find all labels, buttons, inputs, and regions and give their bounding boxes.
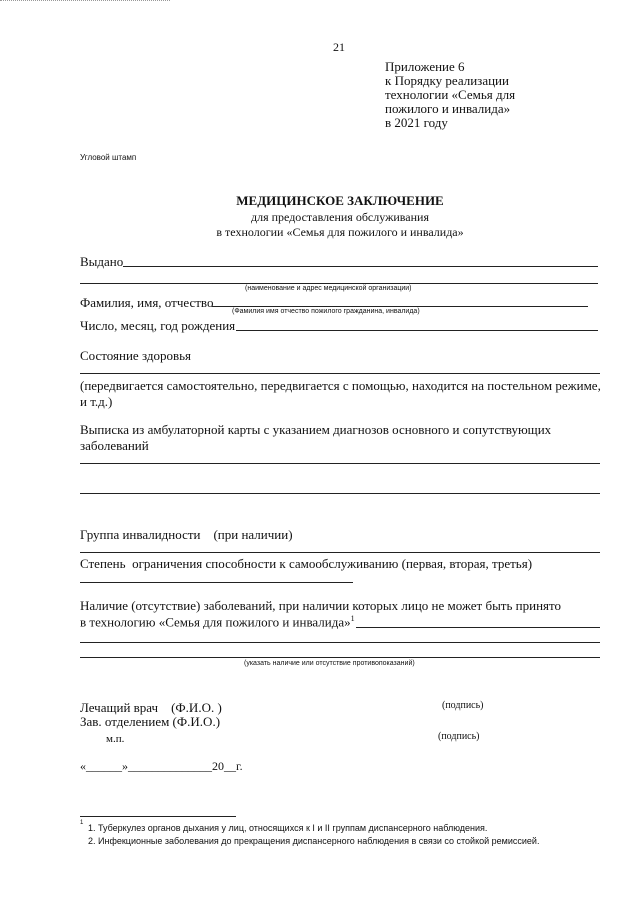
fio-hint: (Фамилия имя отчество пожилого гражданина, инвалида) [232,308,420,315]
appendix-line: Приложение 6 [385,59,465,74]
contra-hint: (указать наличие или отсутствие противопоказаний) [244,660,415,667]
health-label: Состояние здоровья [80,348,192,363]
fio-field-line[interactable] [212,306,588,307]
appendix-line: технологии «Семья для [385,87,516,102]
footnote-item: 2. Инфекционные заболевания до прекращения диспансерного наблюдения в связи со стойкой ремиссией. [88,836,540,846]
extract-label: заболеваний [80,438,149,453]
birth-field-line[interactable] [236,330,598,331]
birth-label: Число, месяц, год рождения [80,318,236,333]
contra-label-text: в технологию «Семья для пожилого и инвалида» [80,614,351,630]
health-note: и т.д.) [80,394,113,409]
date-field[interactable]: «______»______________20__г. [80,759,243,773]
head-label: Зав. отделением (Ф.И.О.) [80,714,221,729]
document-title: МЕДИЦИНСКОЕ ЗАКЛЮЧЕНИЕ [236,193,444,208]
extract-label: Выписка из амбулаторной карты с указанием диагнозов основного и сопутствующих [80,422,552,437]
appendix-line: пожилого и инвалида» [385,101,511,116]
footnote-mark: 1 [80,820,84,826]
extract-field-line-2[interactable] [80,493,600,494]
issued-field-line[interactable] [123,266,598,267]
top-scan-mark [0,0,170,3]
page-number: 21 [333,40,345,54]
contra-field-line-3[interactable] [80,657,600,658]
appendix-line: к Порядку реализации [385,73,509,88]
disability-label: Группа инвалидности (при наличии) [80,527,293,542]
footnote-item: 1. Туберкулез органов дыхания у лиц, относящихся к I и II группам диспансерного наблюдения. [88,823,488,833]
health-field-line[interactable] [80,373,600,374]
footnote-divider [80,816,236,817]
disability-field-line[interactable] [80,552,600,553]
contra-field-line-2[interactable] [80,642,600,643]
appendix-line: в 2021 году [385,115,448,130]
issued-hint: (наименование и адрес медицинской организации) [245,285,412,292]
issued-label: Выдано [80,254,124,269]
health-note: (передвигается самостоятельно, передвигается с помощью, находится на постельном режиме, [80,378,601,393]
stamp-label: м.п. [106,733,125,745]
document-subtitle: для предоставления обслуживания [250,210,429,224]
selfcare-field-line[interactable] [80,582,353,583]
corner-stamp-label: Угловой штамп [80,153,137,162]
doctor-label: Лечащий врач (Ф.И.О. ) [80,700,222,715]
issued-field-line-2[interactable] [80,283,598,284]
contra-label [80,614,355,630]
fio-label: Фамилия, имя, отчество [80,295,214,310]
contra-label: Наличие (отсутствие) заболеваний, при наличии которых лицо не может быть принято [80,598,562,613]
selfcare-label: Степень ограничения способности к самообслуживанию (первая, вторая, третья) [80,556,533,571]
head-signature-label: (подпись) [438,731,480,742]
doctor-signature-label: (подпись) [442,700,484,711]
appendix-block [385,60,515,130]
contra-field-line[interactable] [356,627,600,628]
footnote-ref: 1 [350,614,355,623]
document-subtitle: в технологии «Семья для пожилого и инвалида» [216,225,464,239]
extract-field-line[interactable] [80,463,600,464]
